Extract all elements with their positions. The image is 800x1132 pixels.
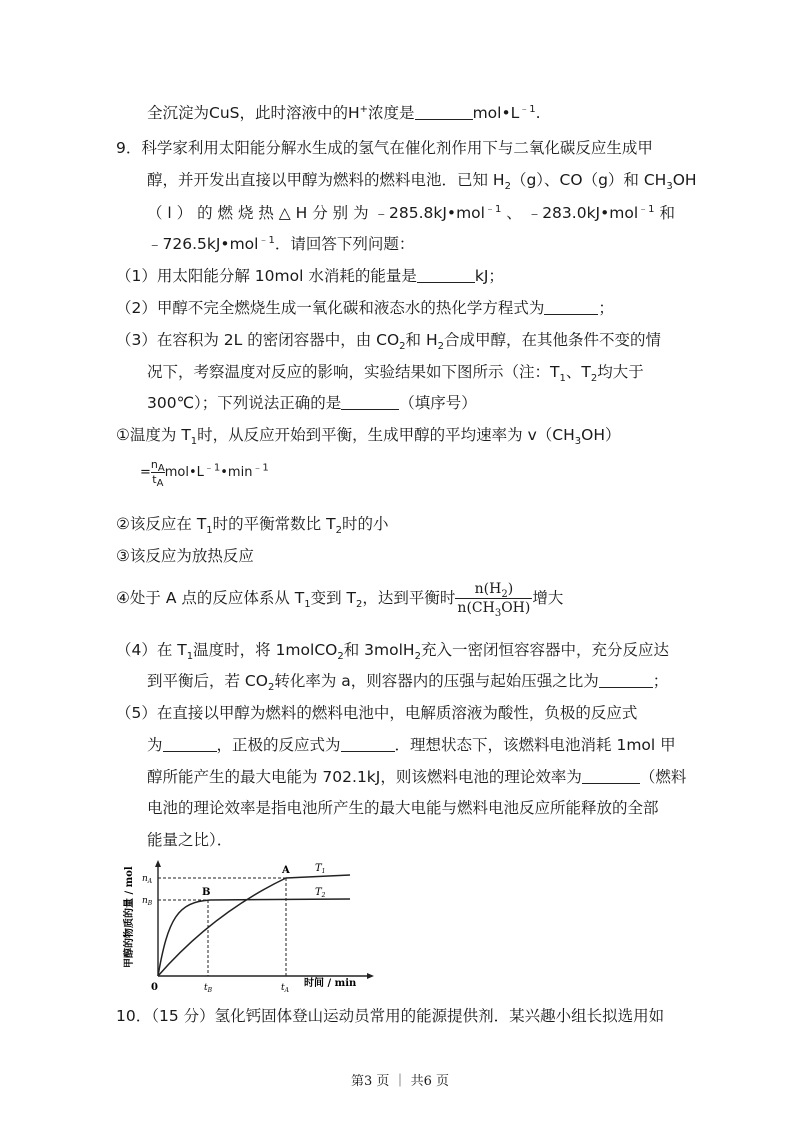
sub: 3 [574,436,582,448]
p3-blank[interactable] [341,394,399,410]
sub: 2 [504,181,511,193]
num2: ) [507,581,514,597]
curve-T2 [158,899,350,976]
q9-line2 [147,170,697,193]
o4b: 变到 T [310,589,357,607]
x-axis-label: 时间 / min [304,978,357,989]
sub: 3 [494,607,502,619]
label-T2: $T_2$ [315,887,326,899]
label-point-B: B [202,887,211,898]
p5-blank-2[interactable] [341,736,395,752]
label-nA: $n_A$ [142,874,153,885]
sub: A [156,478,164,490]
y-axis-arrow [155,860,161,867]
sub: 1 [206,525,213,537]
p4b: 温度时，将 1molCO [193,641,338,659]
p3-l2b: 、T [565,363,591,381]
sup: ﹣1 [484,203,502,215]
q8-text: 全沉淀为CuS，此时溶液中的H [147,104,360,122]
sub: 2 [590,373,598,385]
sub: A [157,463,165,475]
sub: 1 [559,373,566,385]
equals: = [140,465,151,480]
page-footer: 第3 页 ｜ 共6 页 [350,1074,450,1089]
p1-text: （1）用太阳能分解 10mol 水消耗的能量是 [116,267,417,285]
h2-over-ch3oh-fraction [455,580,532,617]
q9-line1: 9．科学家利用太阳能分解水生成的氢气在催化剂作用下与二氧化碳反应生成甲 [116,139,653,157]
p3-l3a: 300℃）；下列说法正确的是 [147,394,342,412]
q9-line4 [147,234,414,254]
label-T1: $T_1$ [315,863,326,875]
p5l3a: 醇所能产生的最大电能为 702.1kJ，则该燃料电池的理论效率为 [147,768,582,786]
sub: 3 [666,181,673,193]
o2c: 时的小 [341,515,389,533]
p3-l3b: （填序号） [399,394,477,412]
q9-part3-l1 [116,330,662,353]
q8-unit: mol•L [472,104,520,122]
o1a: ①温度为 T [116,426,191,444]
p3-l2a: 况下，考察温度对反应的影响，实验结果如下图所示（注：T [147,363,560,381]
p4-blank[interactable] [599,672,653,688]
q9-l2c: OH [672,171,697,189]
sub: 2 [356,599,363,611]
x-axis-arrow [367,973,374,979]
q9-l3b: 、 ﹣283.0kJ•mol [501,204,639,222]
frac-num: n [150,458,158,471]
p3-c: 合成甲醇，在其他条件不变的情 [444,331,662,349]
q9-l3c: 和 [654,204,675,222]
p2-end: ； [598,299,614,317]
q10-line1: 10．（15 分）氢化钙固体登山运动员常用的能源提供剂．某兴趣小组长拟选用如 [116,1007,665,1025]
p1-unit: kJ； [474,267,504,285]
label-point-A: A [282,865,290,876]
sub: 1 [186,651,194,663]
p5l3b: （燃料 [639,768,687,786]
o4a: ④处于 A 点的反应体系从 T [116,589,305,607]
q8-end: . [535,104,541,122]
label-tB: $t_B$ [204,983,213,994]
nA-over-tA-fraction [150,458,165,490]
p5c: ．理想状态下，该燃料电池消耗 1mol 甲 [394,736,676,754]
sub: 2 [414,651,421,663]
num: n(H [474,581,502,597]
q9-part1 [116,266,504,286]
o2a: ②该反应在 T [116,515,207,533]
o4d: 增大 [532,589,564,607]
q9-l3: （ l ） 的 燃 烧 热 △ H 分 别 为 ﹣285.8kJ•mol [147,204,485,222]
q9-part3-l3 [147,393,477,413]
den: n(CH [457,600,495,616]
sub: 2 [335,525,342,537]
label-nB: $n_B$ [142,896,153,907]
q9-l4b: ．请回答下列问题： [274,235,415,253]
q9-part5-l2 [147,735,676,755]
p2-text: （2）甲醇不完全燃烧生成一氧化碳和液态水的热化学方程式为 [116,299,545,317]
y-axis-label: 甲醇的物质的量 / mol [124,866,135,968]
option-3: ③该反应为放热反应 [116,547,254,565]
p5-blank-3[interactable] [582,768,640,784]
q8-unit-sup: ﹣1 [519,103,536,115]
p1-blank[interactable] [417,267,475,283]
unit: mol•L [164,465,204,480]
sup: ﹣1 [638,203,655,215]
sub: 2 [437,341,445,353]
q9-line3 [147,203,675,223]
frac-den: t [152,473,157,486]
q9-part5-l3 [147,767,686,787]
p3-l2c: 均大于 [597,363,644,381]
o1c: OH） [581,426,621,444]
methanol-amount-graph [118,858,378,996]
option-4 [116,578,563,620]
q9-l2b: （g）、CO（g）和 CH [510,171,667,189]
o2b: 时的平衡常数比 T [212,515,336,533]
p4a: （4）在 T [116,641,187,659]
p3-b: 和 H [405,331,438,349]
option-1 [116,425,621,448]
label-tA: $t_A$ [281,983,289,994]
unit2: •min [220,465,253,480]
label-origin: 0 [151,982,158,993]
q9-part4-l2 [147,671,669,694]
option-2 [116,514,389,537]
q9-part2 [116,298,614,318]
p4c: 和 3molH [343,641,415,659]
o1b: 时，从反应开始到平衡，生成甲醇的平均速率为 v（CH [197,426,575,444]
p2-blank[interactable] [544,299,598,315]
sub: 2 [501,588,508,600]
sup: ﹣1 [252,462,269,474]
sup: ﹣1 [203,462,221,474]
sub: 2 [267,682,275,694]
q8-tail-line [147,103,541,123]
q9-part5-l4: 电池的理论效率是指电池所产生的最大电能与燃料电池反应所能释放的全部 [147,799,659,817]
sub: 1 [190,436,198,448]
p5-blank-1[interactable] [163,736,217,752]
q9-part5-l1: （5）在直接以甲醇为燃料的燃料电池中，电解质溶液为酸性，负极的反应式 [116,704,638,722]
p4l2a: 到平衡后，若 CO [147,672,268,690]
sub: 2 [337,651,344,663]
p3-a: （3）在容积为 2L 的密闭容器中，由 CO [116,331,400,349]
p4l2b: 转化率为 a，则容器内的压强与起始压强之比为 [274,672,599,690]
den2: OH) [501,600,531,616]
q8-mid: 浓度是 [368,104,415,122]
q8-blank[interactable] [415,104,473,120]
q9-l2a: 醇，并开发出直接以甲醇为燃料的燃料电池．已知 H [147,171,505,189]
p5a: 为 [147,736,163,754]
p5b: ，正极的反应式为 [216,736,341,754]
sub: 2 [399,341,406,353]
q9-part5-l5: 能量之比）． [147,831,233,849]
q9-part3-l2 [147,362,644,385]
sup: ﹣1 [258,234,275,246]
p4d: 充入一密闭恒容容器中，充分反应达 [420,641,669,659]
o4c: ，达到平衡时 [362,589,456,607]
sub: 1 [304,599,311,611]
q9-l4a: ﹣726.5kJ•mol [147,235,259,253]
q8-sup: + [359,103,369,115]
p4-end: ； [652,672,669,690]
q9-part4-l1 [116,640,669,663]
option-1-formula [140,458,269,490]
